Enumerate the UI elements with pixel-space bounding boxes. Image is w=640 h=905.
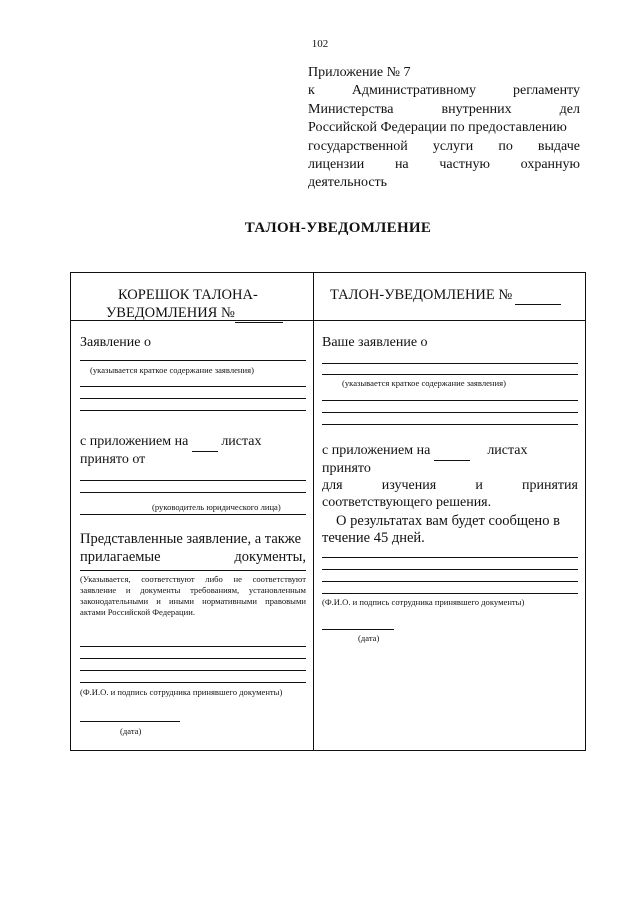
word: услуги bbox=[432, 138, 474, 154]
stub-submitted-text bbox=[80, 530, 306, 566]
document-title: ТАЛОН-УВЕДОМЛЕНИЕ bbox=[244, 220, 432, 236]
word: охранную bbox=[520, 157, 580, 173]
notice-results-line[interactable] bbox=[322, 569, 578, 570]
stub-compliance-line[interactable] bbox=[80, 658, 306, 659]
notice-number-label: ТАЛОН-УВЕДОМЛЕНИЕ № bbox=[330, 287, 513, 303]
stub-attachment-line bbox=[80, 433, 262, 452]
word: изучения bbox=[381, 478, 437, 493]
word: частную bbox=[439, 157, 490, 173]
attachment-prefix: с приложением на bbox=[322, 443, 431, 458]
word: государственной bbox=[308, 138, 408, 154]
appendix-line-6 bbox=[308, 156, 580, 174]
stub-date-line[interactable] bbox=[80, 721, 180, 722]
stub-legal-entity-hint: (руководитель юридического лица) bbox=[152, 502, 281, 512]
word: принятия bbox=[522, 478, 578, 493]
notice-decision: соответствующего решения. bbox=[322, 495, 492, 510]
word: выдаче bbox=[537, 138, 580, 154]
page-number: 102 bbox=[311, 38, 329, 50]
stub-header-line-2 bbox=[106, 304, 306, 323]
notice-results-line-1: О результатах вам будет сообщено в bbox=[336, 513, 560, 529]
notice-sheets-field[interactable] bbox=[434, 442, 470, 461]
stub-number-field[interactable] bbox=[235, 304, 283, 323]
word: на bbox=[394, 157, 409, 173]
notice-application-line[interactable] bbox=[322, 412, 578, 413]
stub-application-line[interactable] bbox=[80, 360, 306, 361]
word: внутренних bbox=[441, 101, 512, 117]
word: и bbox=[475, 478, 483, 493]
appendix-line-5 bbox=[308, 138, 580, 156]
word: прилагаемые bbox=[80, 549, 161, 565]
notice-application-line[interactable] bbox=[322, 363, 578, 364]
notice-header bbox=[330, 286, 561, 305]
stub-application-line[interactable] bbox=[80, 410, 306, 411]
appendix-line-7: деятельность bbox=[308, 175, 388, 191]
notice-application-hint: (указывается краткое содержание заявления) bbox=[342, 378, 506, 388]
stub-submitted-line-2 bbox=[80, 548, 306, 566]
word: лицензии bbox=[308, 157, 365, 173]
notice-accepted: принято bbox=[322, 461, 371, 476]
word: регламенту bbox=[513, 83, 580, 99]
attachment-suffix: листах bbox=[221, 434, 262, 449]
stub-application-line[interactable] bbox=[80, 386, 306, 387]
stub-compliance-line[interactable] bbox=[80, 670, 306, 671]
notice-application-line[interactable] bbox=[322, 400, 578, 401]
attachment-prefix: с приложением на bbox=[80, 434, 189, 449]
stub-accepted-line[interactable] bbox=[80, 480, 306, 481]
appendix-reference bbox=[308, 64, 580, 193]
stub-signature-hint: (Ф.И.О. и подпись сотрудника принявшего документы) bbox=[80, 687, 283, 697]
stub-header-line-1: КОРЕШОК ТАЛОНА- bbox=[118, 287, 258, 303]
stub-accepted-line[interactable] bbox=[80, 514, 306, 515]
stub-application-hint: (указывается краткое содержание заявления) bbox=[90, 365, 254, 375]
notice-application-line[interactable] bbox=[322, 424, 578, 425]
word: дел bbox=[559, 101, 580, 117]
word: документы, bbox=[234, 549, 306, 565]
notice-signature-hint: (Ф.И.О. и подпись сотрудника принявшего документы) bbox=[322, 597, 525, 607]
stub-accepted-line[interactable] bbox=[80, 492, 306, 493]
stub-accepted-from: принято от bbox=[80, 452, 146, 467]
notice-for-review bbox=[322, 477, 578, 495]
word: к bbox=[308, 83, 315, 99]
stub-compliance-note: (Указывается, соответствуют либо не соответствуют заявление и документы требованиям, установленным законодательными и иными нормативными правовыми актами Российской Федерации. bbox=[80, 574, 306, 617]
word: Административному bbox=[351, 83, 477, 99]
word: по bbox=[498, 138, 513, 154]
attachment-suffix: листах bbox=[487, 443, 528, 458]
notice-date-line[interactable] bbox=[322, 629, 394, 630]
notice-signature-line[interactable] bbox=[322, 593, 578, 594]
stub-compliance-line[interactable] bbox=[80, 646, 306, 647]
appendix-line-4: Российской Федерации по предоставлению bbox=[308, 120, 567, 136]
notice-attachment-line bbox=[322, 442, 528, 461]
stub-application-label: Заявление о bbox=[80, 335, 151, 350]
word: для bbox=[322, 478, 343, 493]
stub-compliance-line[interactable] bbox=[80, 570, 306, 571]
appendix-line-1: Приложение № 7 bbox=[308, 65, 411, 80]
notice-application-line[interactable] bbox=[322, 374, 578, 375]
notice-application-label: Ваше заявление о bbox=[322, 335, 428, 350]
stub-date-hint: (дата) bbox=[120, 726, 142, 736]
notice-results-line[interactable] bbox=[322, 557, 578, 558]
stub-submitted-line-1: Представленные заявление, а также bbox=[80, 531, 302, 547]
stub-signature-line[interactable] bbox=[80, 682, 306, 683]
notice-results-line[interactable] bbox=[322, 581, 578, 582]
stub-sheets-field[interactable] bbox=[192, 433, 218, 452]
appendix-line-2 bbox=[308, 82, 580, 100]
notice-number-field[interactable] bbox=[515, 286, 561, 305]
stub-header bbox=[106, 286, 306, 323]
column-divider bbox=[313, 272, 314, 751]
stub-application-line[interactable] bbox=[80, 398, 306, 399]
appendix-line-3 bbox=[308, 101, 580, 119]
notice-results-line-2: течение 45 дней. bbox=[322, 530, 425, 546]
notice-date-hint: (дата) bbox=[358, 633, 380, 643]
word: Министерства bbox=[308, 101, 394, 117]
stub-number-label: УВЕДОМЛЕНИЯ № bbox=[106, 305, 235, 321]
